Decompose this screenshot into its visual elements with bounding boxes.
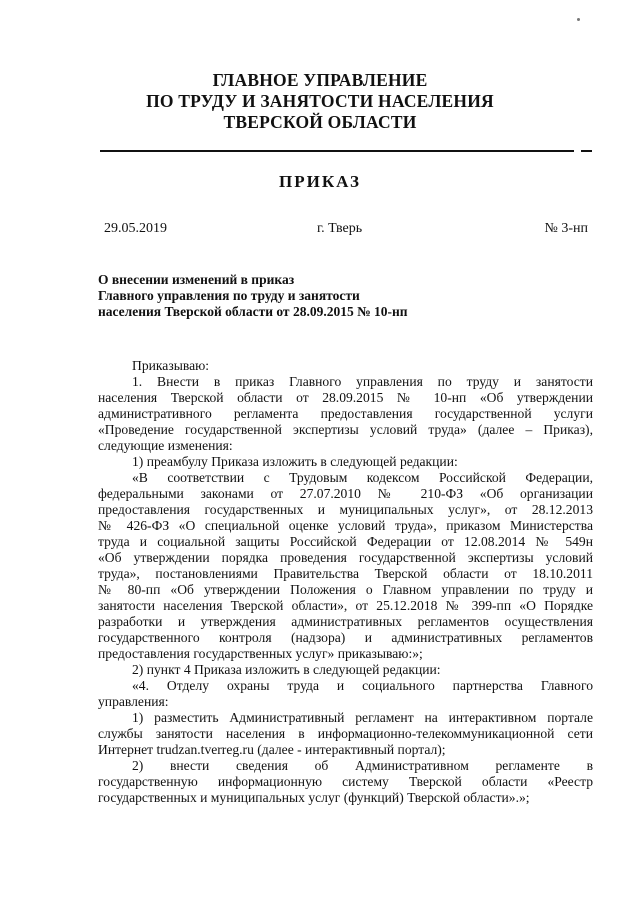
- order-title: ПРИКАЗ: [279, 172, 361, 191]
- text-line: труда», постановлениями Правительства Тверской области от 18.10.2011: [98, 566, 593, 581]
- issuer-line-3: ТВЕРСКОЙ ОБЛАСТИ: [223, 112, 417, 132]
- paragraph-subitem-1: [98, 454, 593, 470]
- text-line: населения Тверской области от 28.09.2015 № 10-нп «Об утверждении: [98, 390, 593, 405]
- paragraph-clause-4: [98, 678, 593, 710]
- text-line: 1) преамбулу Приказа изложить в следующей редакции:: [132, 454, 458, 469]
- text-line: Приказываю:: [132, 358, 210, 373]
- text-line: административного регламента предоставления государственной услуги: [98, 406, 593, 421]
- text-line: «Проведение государственной экспертизы условий труда» (далее – Приказ),: [98, 422, 593, 437]
- issuer-line-2: ПО ТРУДУ И ЗАНЯТОСТИ НАСЕЛЕНИЯ: [146, 91, 494, 111]
- text-line: 2) внести сведения об Административном регламенте в: [132, 758, 593, 773]
- text-line: управления:: [98, 694, 169, 709]
- paragraph-clause-4-1: [98, 710, 593, 758]
- order-date: 29.05.2019: [104, 221, 167, 236]
- text-line: «В соответствии с Трудовым кодексом Российской Федерации,: [132, 470, 593, 485]
- text-line: «4. Отделу охраны труда и социального партнерства Главного: [132, 678, 593, 693]
- order-city: г. Тверь: [317, 221, 363, 236]
- text-line: службы занятости населения в информационно-телекоммуникационной сети: [98, 726, 593, 741]
- text-line: 2) пункт 4 Приказа изложить в следующей редакции:: [132, 662, 441, 677]
- text-line: государственную информационную систему Тверской области «Реестр: [98, 774, 593, 789]
- text-line: Интернет trudzan.tverreg.ru (далее - интерактивный портал);: [98, 742, 446, 757]
- text-line: «Об утверждении порядка проведения государственной экспертизы условий: [98, 550, 593, 565]
- text-line: предоставления государственных и муниципальных услуг», от 28.12.2013: [98, 502, 593, 517]
- text-line: № 80-пп «Об утверждении Положения о Главном управлении по труду и: [98, 582, 593, 597]
- text-line: следующие изменения:: [98, 438, 233, 453]
- text-line: предоставления государственных услуг» приказываю:»;: [98, 646, 423, 661]
- text-line: государственного контроля (надзора) и административных регламентов: [98, 630, 593, 645]
- text-line: 1) разместить Административный регламент на интерактивном портале: [132, 710, 593, 725]
- issuer-header: [0, 70, 640, 133]
- header-divider-dash: [581, 150, 592, 152]
- header-divider: [100, 150, 574, 152]
- text-line: № 426-ФЗ «О специальной оценке условий труда», приказом Министерства: [98, 518, 593, 533]
- order-number: № 3-нп: [544, 221, 588, 236]
- scan-speck: [577, 18, 580, 21]
- paragraph-preamble: [98, 470, 593, 662]
- text-line: занятости населения Тверской области», от 25.12.2018 № 399-пп «О Порядке: [98, 598, 593, 613]
- subject-line-1: О внесении изменений в приказ: [98, 272, 295, 287]
- text-line: труда и социальной защиты Российской Федерации от 12.08.2014 № 549н: [98, 534, 593, 549]
- paragraph-clause-4-2: [98, 758, 593, 806]
- subject-line-3: населения Тверской области от 28.09.2015 № 10-нп: [98, 304, 408, 319]
- paragraph-subitem-2: [98, 662, 593, 678]
- paragraph-item-1: [98, 374, 593, 454]
- subject-line-2: Главного управления по труду и занятости: [98, 288, 360, 303]
- text-line: 1. Внести в приказ Главного управления по труду и занятости: [132, 374, 593, 389]
- order-body: [98, 358, 593, 806]
- text-line: государственных и муниципальных услуг (функций) Тверской области».»;: [98, 790, 530, 805]
- paragraph-decree: [98, 358, 593, 374]
- issuer-line-1: ГЛАВНОЕ УПРАВЛЕНИЕ: [212, 70, 428, 90]
- text-line: разработки и утверждения административных регламентов осуществления: [98, 614, 593, 629]
- order-subject: [98, 272, 408, 320]
- text-line: федеральными законами от 27.07.2010 № 210-ФЗ «Об организации: [98, 486, 593, 501]
